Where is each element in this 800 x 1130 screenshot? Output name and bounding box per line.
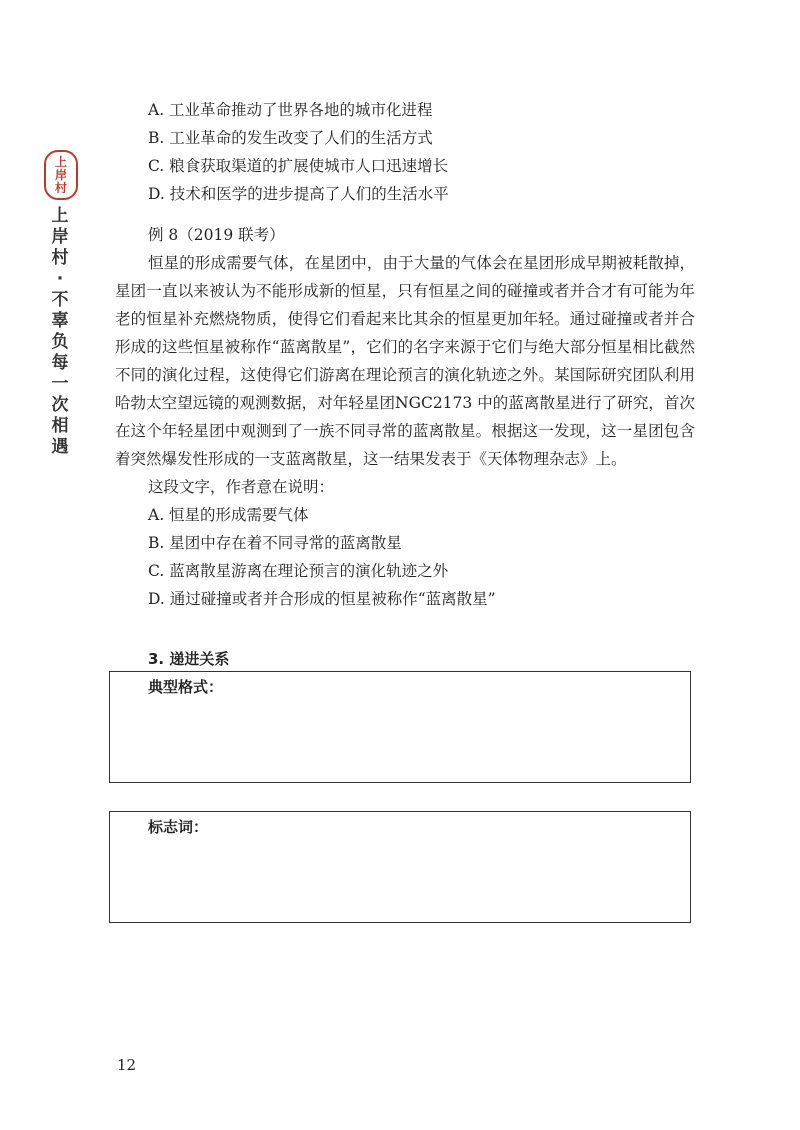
example-8-question: 这段文字，作者意在说明： [148, 478, 335, 496]
slogan-char: · [56, 269, 64, 289]
example-8-title: 例 8（2019 联考） [148, 226, 285, 244]
slogan-char: 上 [51, 206, 69, 226]
slogan-char: 岸 [51, 227, 69, 247]
slogan-char: 次 [51, 395, 69, 415]
example-8-option-d: D. 通过碰撞或者并合形成的恒星被称作“蓝离散星” [148, 590, 496, 608]
logo-char: 岸 [54, 167, 67, 182]
brand-slogan-vertical [49, 206, 71, 458]
q7-option-b: B. 工业革命的发生改变了人们的生活方式 [148, 129, 433, 147]
example-8-passage: 恒星的形成需要气体，在星团中，由于大量的气体会在星团形成早期被耗散掉，星团一直以来被认为不能形成新的恒星，只有恒星之间的碰撞或者并合才有可能为年老的恒星补充燃烧物质，使得它们看起来比其余的恒星更加年轻。通过碰撞或者并合形成的这些恒星被称作“蓝离散星”，它们的名字来源于它们与绝大部分恒星相比截然不同的演化过程，这使得它们游离在理论预言的演化轨迹之外。某国际研究团队利用哈勃太空望远镜的观测数据，对年轻星团NGC2173 中的蓝离散星进行了研究，首次在这个年轻星团中观测到了一族不同寻常的蓝离散星。根据这一发现，这一星团包含着突然爆发性形成的一支蓝离散星，这一结果发表于《天体物理杂志》上。 [115, 254, 695, 468]
example-8-option-b: B. 星团中存在着不同寻常的蓝离散星 [148, 534, 402, 552]
brand-seal-logo [44, 150, 78, 200]
slogan-char: 相 [51, 416, 69, 436]
typical-format-box [109, 671, 691, 783]
q7-option-c: C. 粮食获取渠道的扩展使城市人口迅速增长 [148, 157, 449, 175]
typical-format-label: 典型格式： [148, 678, 224, 696]
slogan-char: 村 [51, 248, 69, 268]
signal-words-box [109, 811, 691, 923]
example-8-option-c: C. 蓝离散星游离在理论预言的演化轨迹之外 [148, 562, 449, 580]
slogan-char: 每 [51, 353, 69, 373]
slogan-char: 辜 [51, 311, 69, 331]
q7-option-d: D. 技术和医学的进步提高了人们的生活水平 [148, 185, 449, 203]
q7-option-a: A. 工业革命推动了世界各地的城市化进程 [148, 101, 433, 119]
logo-char: 上 [54, 154, 67, 169]
page-number: 12 [117, 1056, 137, 1074]
logo-char: 村 [54, 180, 67, 195]
example-8-option-a: A. 恒星的形成需要气体 [148, 506, 309, 524]
signal-words-label: 标志词： [148, 818, 209, 836]
slogan-char: 不 [51, 290, 69, 310]
slogan-char: 负 [51, 332, 69, 352]
slogan-char: 一 [51, 374, 69, 394]
page-content [115, 96, 695, 923]
slogan-char: 遇 [51, 437, 69, 457]
section-3-heading: 3. 递进关系 [148, 650, 230, 668]
